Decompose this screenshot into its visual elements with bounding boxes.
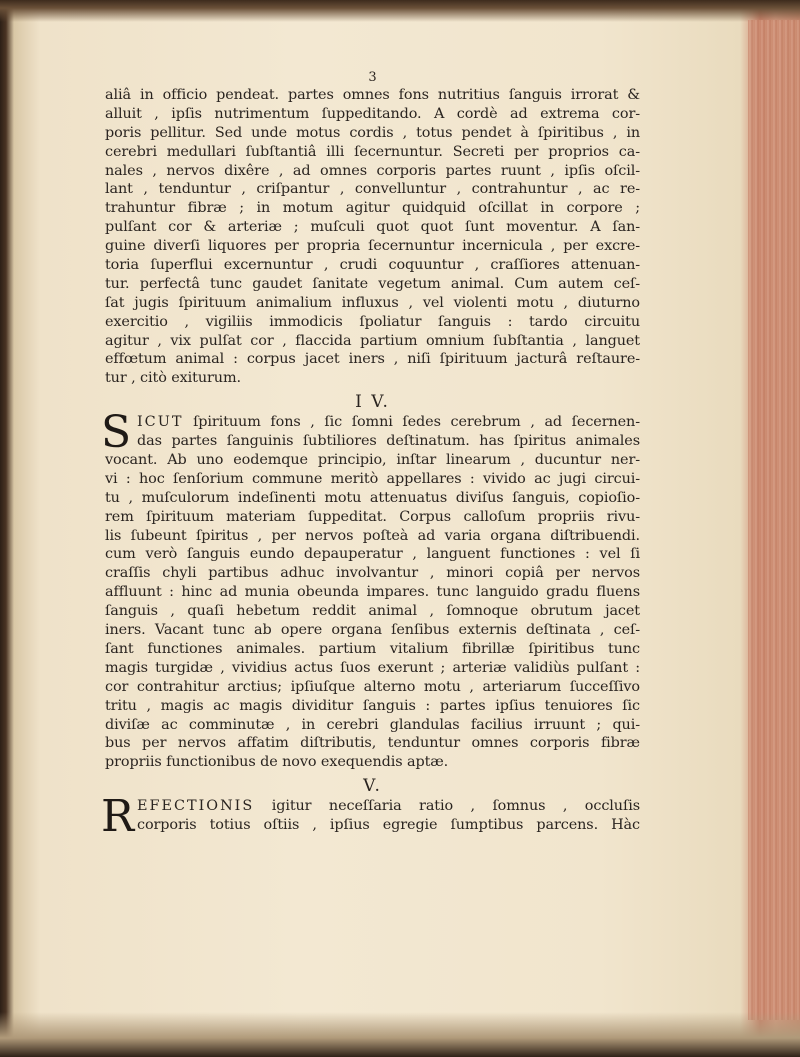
text-line: alluit , ipſis nutrimentum ſuppeditando. A cordè ad extrema cor- bbox=[105, 105, 640, 122]
text-line: tur. perfectâ tunc gaudet ſanitate vegetum animal. Cum autem ceſ- bbox=[105, 275, 640, 292]
section-iv-paragraph bbox=[101, 407, 640, 772]
text-line-first bbox=[105, 413, 640, 432]
section-heading-v: V. bbox=[363, 776, 382, 797]
text-line: nales , nervos dixêre , ad omnes corporis partes ruunt , ipſis oſcil- bbox=[105, 162, 640, 179]
text-line: poris pellitur. Sed unde motus cordis , totus pendet à ſpiritibus , in bbox=[105, 124, 640, 141]
text-line: propriis functionibus de novo exequendis aptæ. bbox=[105, 754, 449, 771]
bottom-binding-shadow bbox=[0, 1012, 800, 1057]
text-line-first bbox=[105, 797, 640, 816]
text-line: iners. Vacant tunc ab opere organa ſenſibus externis deſtinata , ceſ- bbox=[105, 622, 640, 639]
text-line: cerebri medullari ſubſtantiâ illi ſecernuntur. Secreti per proprios ca- bbox=[105, 143, 640, 160]
text-line: ſat jugis ſpirituum animalium influxus , vel violenti motu , diuturno bbox=[105, 294, 640, 311]
text-line: tu , muſculorum indeſinenti motu attenuatus diviſus ſanguis, copioſio- bbox=[105, 489, 640, 506]
text-line: lis ſubeunt ſpiritus , per nervos poſteà ad varia organa diſtribuendi. bbox=[105, 527, 640, 544]
text-line: magis turgidæ , vividius actus ſuos exerunt ; arteriæ validiùs pulſant : bbox=[105, 659, 640, 676]
text-line: diviſæ ac comminutæ , in cerebri glandulas facilius irruunt ; qui- bbox=[105, 716, 640, 733]
text-line: lant , tenduntur , criſpantur , convelluntur , contrahuntur , ac re- bbox=[105, 181, 640, 198]
text-line: agitur , vix pulſat cor , flaccida partium omnium ſubſtantia , languet bbox=[105, 332, 640, 349]
text-line: tritu , magis ac magis dividitur ſanguis : partes ipſius tenuiores ſic bbox=[105, 697, 640, 714]
text-line: ſanguis , quaſi hebetum reddit animal , ſomnoque obrutum jacet bbox=[105, 603, 640, 620]
section-iv-first-word: ICUT bbox=[137, 414, 184, 431]
section-v-paragraph bbox=[101, 791, 640, 843]
text-line: cum verò ſanguis eundo depauperatur , languent functiones : vel ſi bbox=[105, 546, 640, 563]
text-line: exercitio , vigiliis immodicis ſpoliatur ſanguis : tardo circuitu bbox=[105, 313, 640, 330]
page-number: 3 bbox=[368, 70, 377, 85]
text-line: effœtum animal : corpus jacet iners , niſi ſpirituum jacturâ reſtaure- bbox=[105, 351, 640, 368]
text-line: guine diverſi liquores per propria ſecernuntur incernicula , per excre- bbox=[105, 238, 640, 255]
text-line: ſant functiones animales. partium vitalium fibrillæ ſpiritibus tunc bbox=[105, 640, 640, 657]
text-line: trahuntur fibræ ; in motum agitur quidquid oſcillat in corpore ; bbox=[105, 200, 640, 217]
text-line: tur , citò exiturum. bbox=[105, 370, 241, 387]
text-line: bus per nervos affatim diſtributis, tenduntur omnes corporis fibræ bbox=[105, 735, 640, 752]
section-heading-iv: I V. bbox=[355, 392, 390, 413]
text-line: vi : hoc ſenſorium commune meritò appellares : vivido ac jugi circui- bbox=[105, 470, 640, 487]
section-iv-first-line-rest: ſpirituum fons , ſic ſomni ſedes cerebrum , ad ſecernen- bbox=[193, 414, 640, 431]
drop-cap-r: R bbox=[101, 791, 135, 843]
section-v-first-word: EFECTIONIS bbox=[137, 798, 255, 815]
page-edges bbox=[748, 20, 800, 1020]
text-line: craſſis chyli partibus adhuc involvantur , minori copiâ per nervos bbox=[105, 565, 640, 582]
page-text-block bbox=[101, 70, 640, 843]
top-binding-shadow bbox=[0, 0, 800, 22]
text-line: toria ſuperflui excernuntur , crudi coquuntur , craſſiores attenuan- bbox=[105, 257, 640, 274]
text-line: vocant. Ab uno eodemque principio, inſtar linearum , ducuntur ner- bbox=[105, 452, 640, 469]
text-line: rem ſpirituum materiam ſuppeditat. Corpus calloſum propriis rivu- bbox=[105, 508, 640, 525]
text-line: affluunt : hinc ad munia obeunda impares. tunc languido gradu fluens bbox=[105, 584, 640, 601]
drop-cap-s: S bbox=[101, 407, 132, 459]
section-1-paragraph bbox=[105, 86, 640, 388]
text-line: cor contrahitur arctius; ipſiuſque alterno motu , arteriarum ſucceſſivo bbox=[105, 678, 640, 695]
text-line: pulſant cor & arteriæ ; muſculi quot quot ſunt moventur. A ſan- bbox=[105, 219, 640, 236]
text-line: das partes ſanguinis ſubtiliores deſtinatum. has ſpiritus animales bbox=[137, 433, 640, 450]
text-line: aliâ in officio pendeat. partes omnes fons nutritius ſanguis irrorat & bbox=[105, 87, 640, 103]
text-line: corporis totius oſtiis , ipſius egregie ſumptibus parcens. Hàc bbox=[137, 817, 640, 834]
section-v-first-line-rest: igitur neceſſaria ratio , ſomnus , occluſis bbox=[271, 798, 640, 815]
